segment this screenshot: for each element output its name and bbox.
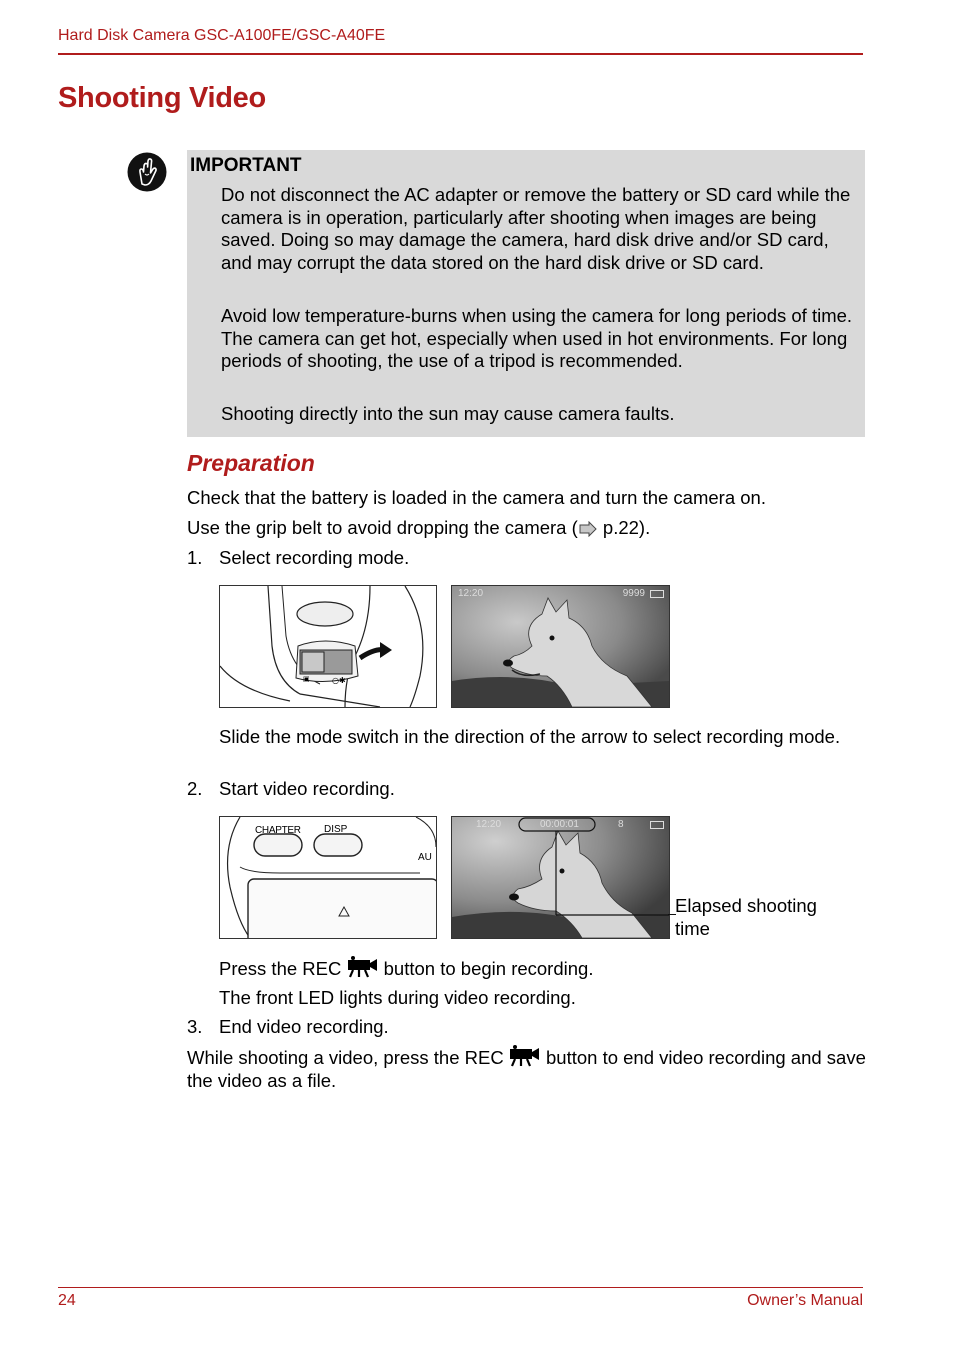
step-number: 2. (187, 778, 203, 799)
dog-photo (452, 817, 669, 938)
camera-buttons-illustration (219, 816, 437, 939)
footer-manual-title: Owner’s Manual (747, 1292, 863, 1309)
body-paragraph (187, 516, 867, 539)
auto-label: AU (418, 852, 432, 863)
step-description: Slide the mode switch in the direction of the arrow to select recording mode. (219, 726, 841, 747)
camera-top-drawing (220, 586, 436, 707)
step-description (219, 956, 864, 980)
lcd-shot-count: 9999 (622, 588, 645, 599)
important-label: IMPORTANT (190, 155, 302, 176)
section-heading: Preparation (187, 450, 315, 476)
video-camera-icon (509, 1045, 541, 1067)
running-header: Hard Disk Camera GSC-A100FE/GSC-A40FE (58, 27, 386, 44)
pointing-hand-icon (127, 152, 167, 192)
text-run: While shooting a video, press the REC (187, 1047, 509, 1068)
mode-switch-illustration (219, 585, 437, 708)
step-label: End video recording. (219, 1016, 389, 1037)
step-number: 1. (187, 547, 203, 568)
lcd-clock: 12:20 (476, 819, 502, 830)
header-rule (58, 53, 863, 55)
lcd-elapsed-time: 00:00:01 (540, 819, 579, 830)
page-title: Shooting Video (58, 82, 266, 114)
important-paragraph: Shooting directly into the sun may cause camera faults. (221, 403, 675, 424)
lcd-shot-count: 8 (618, 819, 624, 830)
important-paragraph: Do not disconnect the AC adapter or remove the battery or SD card while the camera is in operation, particularly after shooting when images are being saved. Doing so may damage the camera, hard disk drive and/or SD card, and may corrupt the data stored on the hard disk drive or SD card. (221, 184, 851, 274)
text-run: button to end video recording and save the video as a file. (187, 1047, 866, 1091)
important-paragraph: Avoid low temperature-burns when using the camera for long periods of time. The camera can get hot, especially when used in hot environments. For long periods of shooting, the use of a tripod is recommended. (221, 305, 853, 372)
chapter-button-label: CHAPTER (255, 825, 301, 836)
text-run: Use the grip belt to avoid dropping the camera ( (187, 517, 578, 538)
step-description: The front LED lights during video recording. (219, 987, 576, 1008)
callout-label: Elapsed shooting time (675, 895, 817, 939)
battery-icon (650, 590, 664, 598)
svg-text:○✱: ○✱ (332, 676, 346, 685)
text-run: Press the REC (219, 958, 347, 979)
body-paragraph (187, 1045, 867, 1092)
lcd-clock: 12:20 (458, 588, 484, 599)
battery-icon (650, 821, 664, 829)
text-run: button to begin recording. (378, 958, 594, 979)
step-label: Select recording mode. (219, 547, 410, 568)
text-run: p.22). (597, 517, 651, 538)
step-number: 3. (187, 1016, 203, 1037)
page-number: 24 (58, 1292, 76, 1309)
camera-back-drawing (220, 817, 436, 938)
lcd-recording-image (451, 816, 670, 939)
step-label: Start video recording. (219, 778, 395, 799)
svg-text:▣: ▣ (303, 675, 310, 683)
footer-rule (58, 1287, 863, 1288)
body-paragraph: Check that the battery is loaded in the camera and turn the camera on. (187, 487, 766, 508)
video-camera-icon (347, 956, 379, 978)
lcd-preview-image (451, 585, 670, 708)
dog-photo (452, 586, 669, 707)
disp-button-label: DISP (324, 824, 348, 835)
page-reference-arrow-icon (578, 521, 598, 537)
